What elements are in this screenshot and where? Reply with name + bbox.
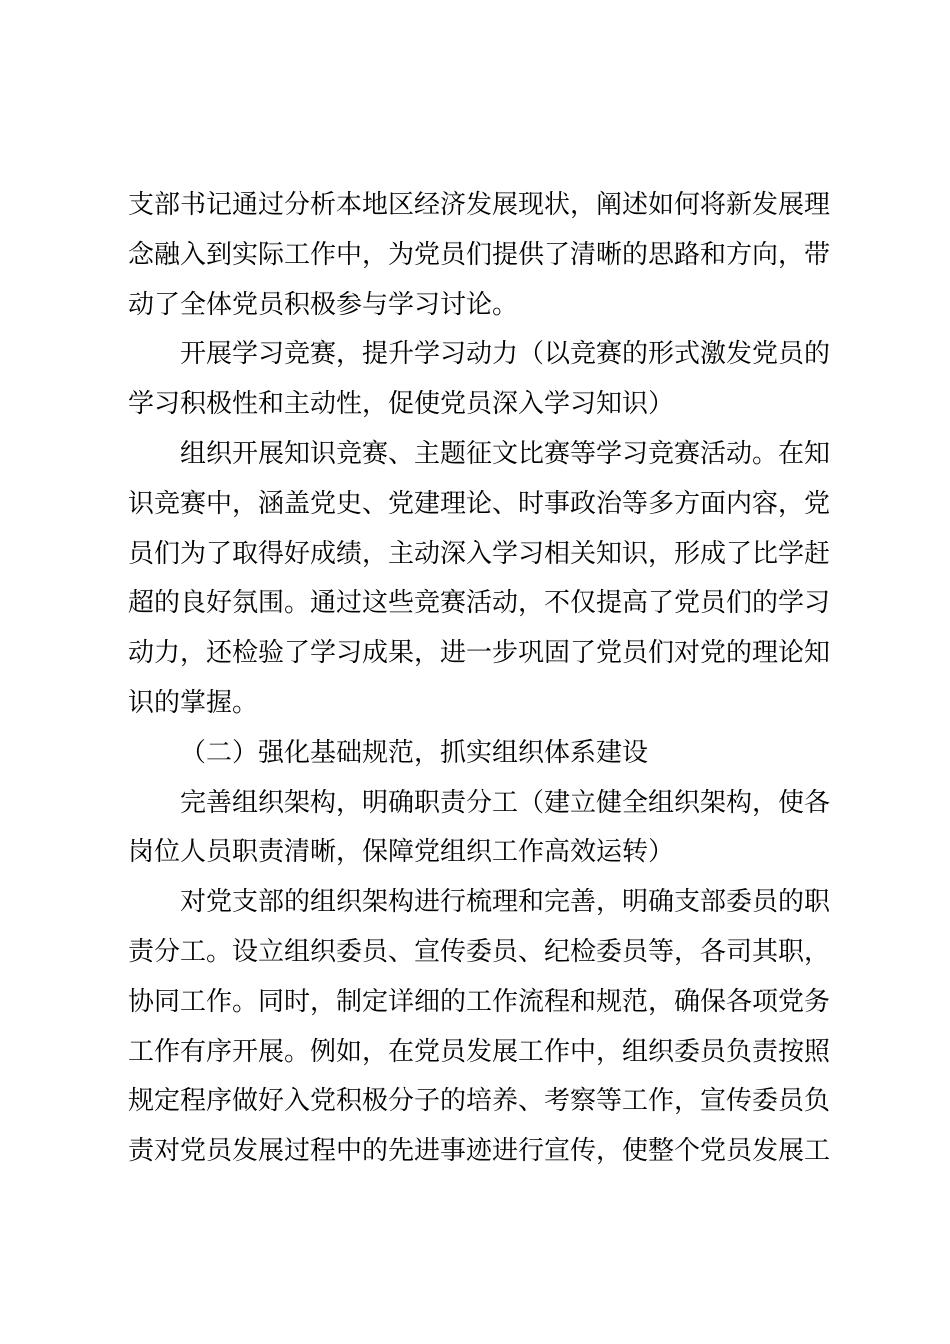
paragraph-branch-structure	[128, 878, 830, 1177]
text-line: 学习积极性和主动性，促使党员深入学习知识）	[128, 389, 675, 420]
section-heading-text: （二）强化基础规范，抓实组织体系建设	[180, 737, 649, 768]
paragraph-knowledge-contest	[128, 430, 830, 729]
text-line: 组织开展知识竞赛、主题征文比赛等学习竞赛活动。在知	[180, 438, 831, 469]
paragraph-study-competition-heading	[128, 330, 830, 430]
paragraph-organization-structure-heading	[128, 779, 830, 879]
text-line: 识的掌握。	[128, 687, 259, 718]
text-line: 完善组织架构，明确职责分工（建立健全组织架构，使各	[180, 787, 831, 818]
text-line: 开展学习竞赛，提升学习动力（以竞赛的形式激发党员的	[180, 339, 831, 370]
text-line: 责分工。设立组织委员、宣传委员、纪检委员等，各司其职，	[128, 936, 831, 967]
paragraph-secretary-analysis	[128, 181, 830, 330]
text-line: 支部书记通过分析本地区经济发展现状，阐述如何将新发展理	[128, 190, 831, 220]
document-body	[128, 181, 830, 1177]
text-line: 规定程序做好入党积极分子的培养、考察等工作，宣传委员负	[128, 1086, 831, 1117]
text-line: 念融入到实际工作中，为党员们提供了清晰的思路和方向，带	[128, 239, 831, 270]
text-line: 识竞赛中，涵盖党史、党建理论、时事政治等多方面内容，党	[128, 488, 831, 519]
text-line: 对党支部的组织架构进行梳理和完善，明确支部委员的职	[180, 887, 831, 918]
text-line: 岗位人员职责清晰，保障党组织工作高效运转）	[128, 837, 675, 868]
text-line: 超的良好氛围。通过这些竞赛活动，不仅提高了党员们的学习	[128, 588, 831, 619]
text-line: 员们为了取得好成绩，主动深入学习相关知识，形成了比学赶	[128, 538, 831, 569]
text-line: 工作有序开展。例如，在党员发展工作中，组织委员负责按照	[128, 1036, 831, 1067]
text-line: 动力，还检验了学习成果，进一步巩固了党员们对党的理论知	[128, 638, 831, 669]
text-line: 动了全体党员积极参与学习讨论。	[128, 289, 519, 320]
section-heading-two	[128, 729, 830, 779]
text-line: 责对党员发展过程中的先进事迹进行宣传，使整个党员发展工	[128, 1136, 831, 1167]
text-line: 协同工作。同时，制定详细的工作流程和规范，确保各项党务	[128, 986, 831, 1017]
